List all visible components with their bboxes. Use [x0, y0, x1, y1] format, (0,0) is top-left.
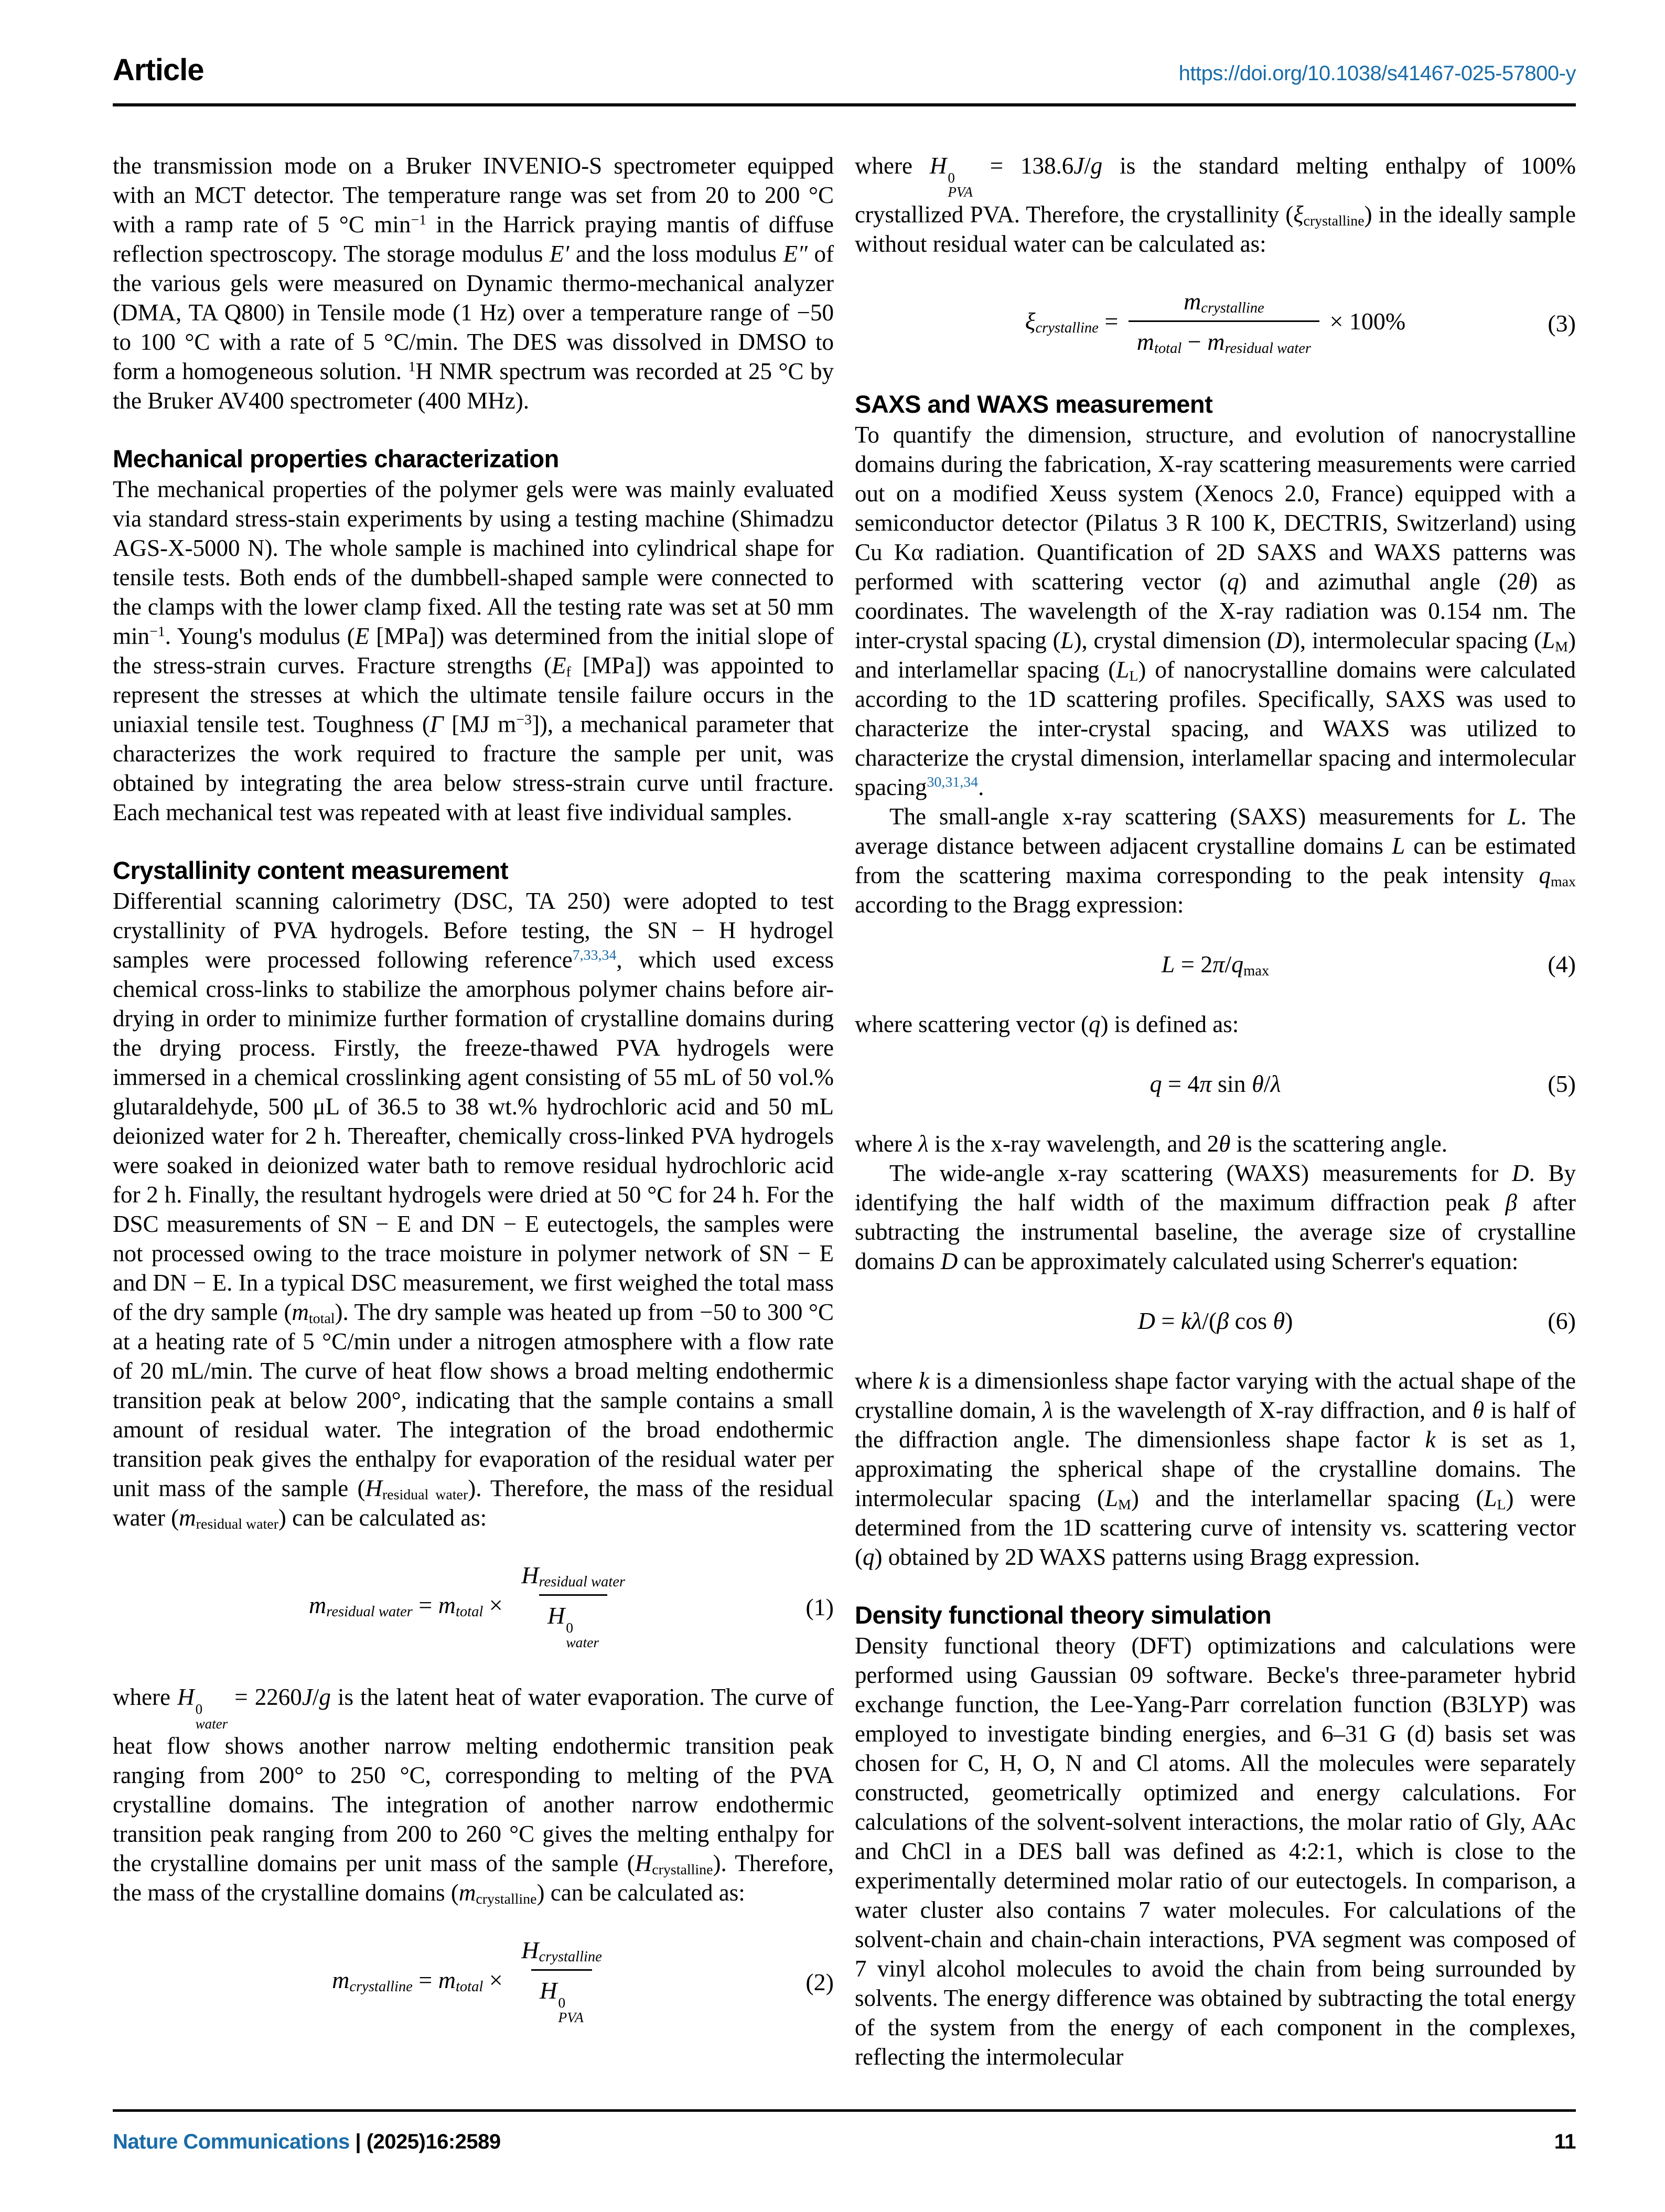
right-column — [855, 151, 1576, 2071]
paragraph: where λ is the x-ray wavelength, and 2θ is the scattering angle. — [855, 1130, 1448, 1157]
equation: q = 4π sin θ/λ (5) — [855, 1069, 1576, 1099]
equation-number: (2) — [805, 1969, 834, 1996]
journal-name-link[interactable]: Nature Communications — [113, 2130, 350, 2153]
article-type-label: Article — [113, 53, 204, 87]
doi-link[interactable]: https://doi.org/10.1038/s41467-025-57800-y — [1178, 62, 1576, 85]
equation: $L = 2\pi/q_{max}$ (4) — [1161, 950, 1576, 980]
reference-superscript-link[interactable]: 7,33,34 — [572, 947, 617, 963]
reference-superscript-link[interactable]: 30,31,34 — [927, 774, 979, 791]
paragraph: where H 0 PVA = 138.6J/g is the standard melting enthalpy of 100% crystallized PVA. Therefore, the crystallinity $(\xi_{crystalline})$ in the ideally sample without residual water can be calculated as: — [855, 153, 1576, 257]
fraction: $\frac{m_{crystalline}}{m_{total} - m_{residual water}}$ — [1129, 287, 1319, 357]
paragraph: the transmission mode on a Bruker INVENIO-S spectrometer equipped with an MCT detector. The temperature range was set from 20 to 200 °C with a ramp rate of 5 °C $\min^{-1}$ in the Harrick praying mantis of diffuse reflection spectroscopy. The storage modulus E′ and the loss modulus E″ of the various gels were measured on Dynamic thermo-mechanical analyzer (DMA, TA Q800) in Tensile mode (1 Hz) over a temperature range of −50 to 100 °C with a rate of 5 °C/min. The DES was dissolved in DMSO to form a homogeneous solution. $^1$H NMR spectrum was recorded at 25 °C by the Bruker AV400 spectrometer (400 MHz). — [113, 153, 834, 414]
page-header — [113, 52, 1576, 88]
equation-number: (1) — [805, 1594, 834, 1621]
footer-rule — [113, 2109, 1576, 2112]
equation-number: (4) — [1548, 950, 1576, 978]
left-column — [113, 151, 834, 2058]
paragraph: where H 0 water = 2260J/g is the latent heat of water evaporation. The curve of heat flow shows another narrow melting endothermic transition peak ranging from 200° to 250 °C, corresponding to melting of the PVA crystalline domains. The integration of another narrow endothermic transition peak ranging from 200 to 260 °C gives the melting enthalpy for the crystalline domains per unit mass of the sample $(H_{crystalline})$. Therefore, the mass of the crystalline domains $(m_{crystalline})$ can be calculated as: — [113, 1684, 834, 1908]
equation-number: (3) — [1548, 310, 1576, 337]
paragraph: where scattering vector (q) is defined as: — [855, 1011, 1239, 1037]
fraction: $H_{residual water}$ H 0 water — [521, 1562, 625, 1651]
equation: D = kλ/(β cos θ) (6) — [855, 1306, 1576, 1336]
page-number: 11 — [1554, 2130, 1576, 2153]
equation: $m_{crystalline} = m_{total}$ × $H_{crystalline}$ H 0 PVA (2) — [332, 1937, 834, 2026]
citation-text: | (2025)16:2589 — [349, 2130, 501, 2153]
equation-number: (5) — [1548, 1070, 1576, 1097]
paragraph: The small-angle x-ray scattering (SAXS) measurements for L. The average distance between adjacent crystalline domains L can be estimated from the scattering maxima corresponding to the peak intensity $q_{max}$ according to the Bragg expression: — [855, 803, 1576, 918]
equation: $\xi_{crystalline}$ = $\frac{m_{crystalline}}{m_{total} - m_{residual water}}$ × 100% (3) — [1025, 287, 1576, 357]
page-footer — [113, 2130, 1576, 2154]
paragraph: To quantify the dimension, structure, and evolution of nanocrystalline domains during the fabrication, X-ray scattering measurements were carried out on a modified Xeuss system (Xenocs 2.0, France) equipped with a semiconductor detector (Pilatus 3 R 100 K, DECTRIS, Switzerland) using Cu Kα radiation. Quantification of 2D SAXS and WAXS patterns was performed with scattering vector (q) and azimuthal angle (2θ) as coordinates. The wavelength of the X-ray radiation was 0.154 nm. The inter-crystal spacing (L), crystal dimension (D), intermolecular spacing $(L_M)$ and interlamellar spacing $(L_L)$ of nanocrystalline domains were calculated according to the 1D scattering profiles. Specifically, SAXS was used to characterize the inter-crystal spacing, and WAXS was utilized to characterize the crystal dimension, interlamellar spacing and intermolecular spacing$^{30,31,34}$. — [855, 421, 1576, 800]
paragraph: Differential scanning calorimetry (DSC, TA 250) were adopted to test crystallinity of PVA hydrogels. Before testing, the SN − H hydrogel samples were processed following reference$^{7,33,34}$, which used excess chemical cross-links to stabilize the amorphous polymer chains before air-drying in order to minimize further formation of crystalline domains during the drying process. Firstly, the freeze-thawed PVA hydrogels were immersed in a chemical crosslinking agent consisting of 55 mL of 50 vol.% glutaraldehyde, 500 μL of 36.5 to 38 wt.% hydrochloric acid and 50 mL deionized water for 2 h. Thereafter, chemically cross-linked PVA hydrogels were soaked in deionized water bath to remove residual hydrochloric acid for 2 h. Finally, the resultant hydrogels were dried at 50 °C for 24 h. For the DSC measurements of SN − E and DN − E eutectogels, the samples were not processed owing to the trace moisture in polymer network of SN − E and DN − E. In a typical DSC measurement, we first weighed the total mass of the dry sample $(m_{total})$. The dry sample was heated up from −50 to 300 °C at a heating rate of 5 °C/min under a nitrogen atmosphere with a flow rate of 20 mL/min. The curve of heat flow shows a broad melting endothermic transition peak at below 200°, indicating that the sample contains a small amount of residual water. The integration of the broad endothermic transition peak gives the enthalpy for evaporation of the residual water per unit mass of the sample $(H_{residual water})$. Therefore, the mass of the residual water $(m_{residual water})$ can be calculated as: — [113, 888, 834, 1533]
paragraph: The mechanical properties of the polymer gels were was mainly evaluated via standard stress-stain experiments by using a testing machine (Shimadzu AGS-X-5000 N). The whole sample is machined into cylindrical shape for tensile tests. Both ends of the dumbbell-shaped sample were connected to the clamps with the lower clamp fixed. All the testing rate was set at 50 mm $\min^{-1}$. Young's modulus (E [MPa]) was determined from the initial slope of the stress-strain curves. Fracture strengths ($E_f$ [MPa]) was appointed to represent the stresses at which the ultimate tensile failure occurs in the uniaxial tensile test. Toughness (Γ [MJ $m^{-3}$]), a mechanical parameter that characterizes the work required to fracture the sample per unit, was obtained by integrating the area below stress-strain curve until fracture. Each mechanical test was repeated with at least five individual samples. — [113, 476, 834, 825]
paragraph: where k is a dimensionless shape factor varying with the actual shape of the crystalline domain, λ is the wavelength of X-ray diffraction, and θ is half of the diffraction angle. The dimensionless shape factor k is set as 1, approximating the spherical shape of the crystalline domains. The intermolecular spacing $(L_M)$ and the interlamellar spacing $(L_L)$ were determined from the 1D scattering curve of intensity vs. scattering vector (q) obtained by 2D WAXS patterns using Bragg expression. — [855, 1367, 1576, 1570]
section-heading: Density functional theory simulation — [855, 1601, 1272, 1629]
paragraph: The wide-angle x-ray scattering (WAXS) measurements for D. By identifying the half width of the maximum diffraction peak β after subtracting the instrumental baseline, the average size of crystalline domains D can be approximately calculated using Scherrer's equation: — [855, 1159, 1576, 1274]
stacked-symbol: H 0 water — [177, 1684, 228, 1732]
section-heading: Mechanical properties characterization — [113, 445, 559, 473]
fraction: $H_{crystalline}$ H 0 PVA — [521, 1937, 602, 2026]
stacked-symbol: H 0 water — [547, 1602, 599, 1651]
stacked-symbol: H 0 PVA — [540, 1977, 584, 2026]
section-heading: Crystallinity content measurement — [113, 856, 508, 884]
footer-citation — [113, 2130, 501, 2154]
section-heading: SAXS and WAXS measurement — [855, 390, 1213, 418]
paragraph: Density functional theory (DFT) optimizations and calculations were performed using Gaussian 09 software. Becke's three-parameter hybrid exchange function, the Lee-Yang-Parr correlation function (B3LYP) was employed to investigate binding energies, and 6–31 G (d) basis set was chosen for C, H, O, N and Cl atoms. All the molecules were separately constructed, geometrically optimized and energy calculations. For calculations of the solvent-solvent interactions, the molar ratio of Gly, AAc and ChCl in a DES ball was defined as 4:2:1, which is close to the experimentally determined molar ratio of our eutectogels. In comparison, a water cluster also contains 7 water molecules. For calculations of the solvent-chain and chain-chain interactions, PVA segment was composed of 7 vinyl alcohol molecules to avoid the chain from being surrounded by solvents. The energy difference was obtained by subtracting the total energy of the system from the energy of each component in the complexes, reflecting the intermolecular — [855, 1632, 1576, 2070]
stacked-symbol: H 0 PVA — [929, 153, 973, 200]
equation: $m_{residual water} = m_{total}$ × $H_{residual water}$ H 0 water (1) — [309, 1562, 834, 1651]
equation-number: (6) — [1548, 1307, 1576, 1334]
header-rule — [113, 103, 1576, 106]
